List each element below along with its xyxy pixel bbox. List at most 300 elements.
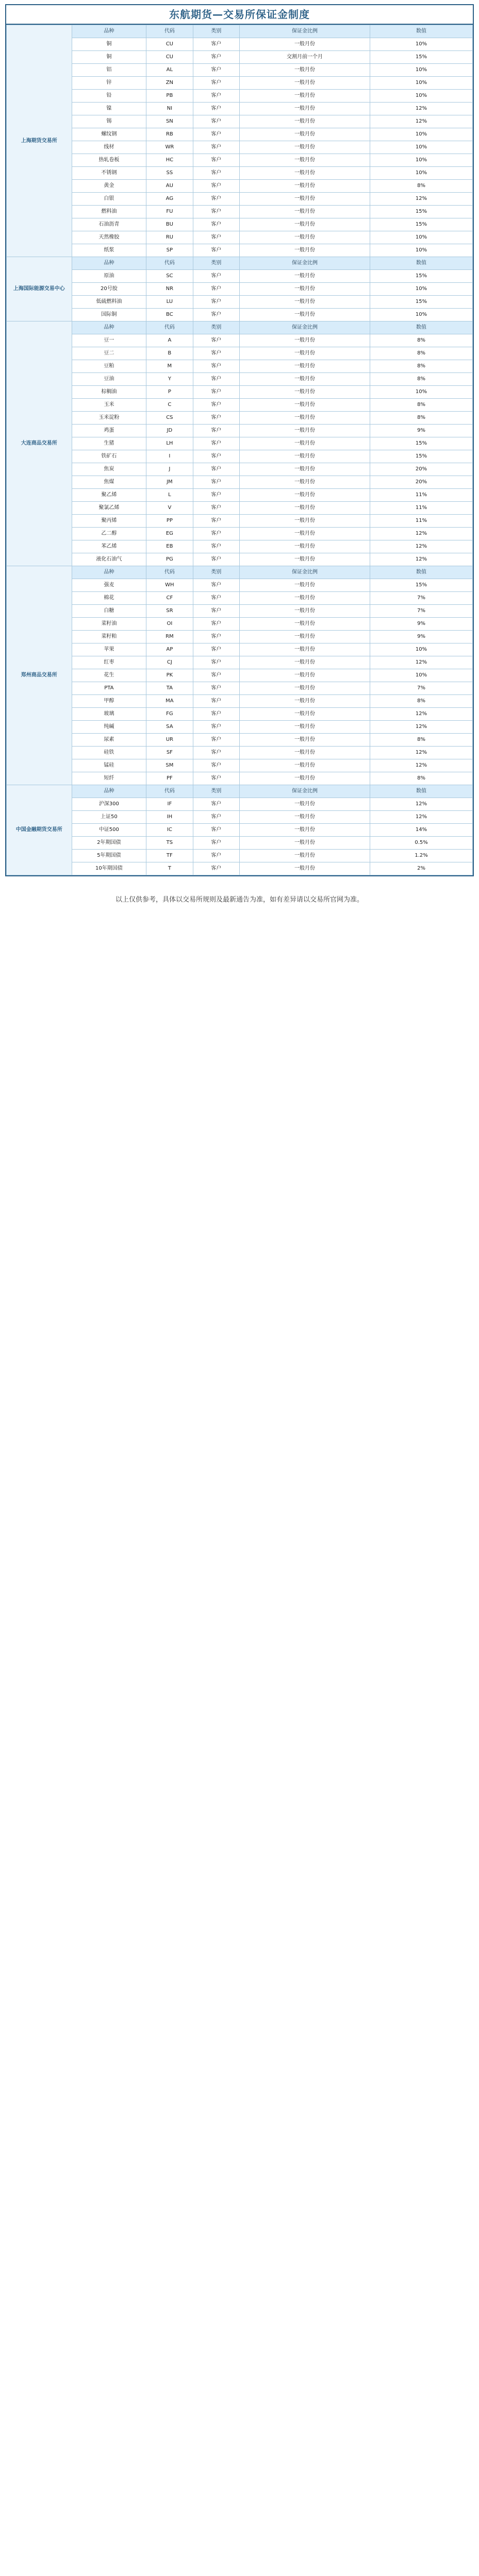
margin-rule-cell: 一般月份 [239, 772, 370, 785]
table-row [7, 180, 473, 193]
type-cell: 客户 [193, 798, 239, 811]
margin-rule-cell: 一般月份 [239, 386, 370, 399]
type-cell: 客户 [193, 824, 239, 837]
type-cell: 客户 [193, 283, 239, 296]
margin-rule-cell: 一般月份 [239, 115, 370, 128]
type-cell: 客户 [193, 334, 239, 347]
amount-cell: 12% [370, 798, 473, 811]
amount-cell: 12% [370, 811, 473, 824]
margin-rule-cell: 一般月份 [239, 360, 370, 373]
amount-cell: 12% [370, 708, 473, 721]
amount-cell: 2% [370, 862, 473, 875]
table-row [7, 347, 473, 360]
amount-cell: 8% [370, 360, 473, 373]
type-cell: 客户 [193, 128, 239, 141]
column-header-product: 品种 [72, 321, 146, 334]
table-row [7, 708, 473, 721]
amount-cell: 10% [370, 64, 473, 77]
amount-cell: 10% [370, 643, 473, 656]
amount-cell: 10% [370, 38, 473, 51]
code-cell: CU [146, 51, 193, 64]
code-cell: TS [146, 837, 193, 850]
amount-cell: 10% [370, 77, 473, 90]
table-row [7, 386, 473, 399]
table-row [7, 128, 473, 141]
product-cell: 锰硅 [72, 759, 146, 772]
table-row [7, 502, 473, 515]
table-row [7, 38, 473, 51]
product-cell: 白银 [72, 193, 146, 206]
amount-cell: 10% [370, 669, 473, 682]
amount-cell: 7% [370, 682, 473, 695]
table-row [7, 747, 473, 759]
product-cell: 玉米 [72, 399, 146, 412]
type-cell: 客户 [193, 399, 239, 412]
type-cell: 客户 [193, 231, 239, 244]
column-header-product: 品种 [72, 25, 146, 38]
table-row [7, 772, 473, 785]
code-cell: CS [146, 412, 193, 425]
table-row [7, 167, 473, 180]
table-row [7, 643, 473, 656]
column-header-code: 代码 [146, 321, 193, 334]
amount-cell: 0.5% [370, 837, 473, 850]
code-cell: AG [146, 193, 193, 206]
table-row [7, 437, 473, 450]
product-cell: 苹果 [72, 643, 146, 656]
product-cell: 上证50 [72, 811, 146, 824]
column-header-amount: 数值 [370, 321, 473, 334]
amount-cell: 8% [370, 347, 473, 360]
table-row [7, 206, 473, 218]
type-cell: 客户 [193, 154, 239, 167]
table-row [7, 218, 473, 231]
type-cell: 客户 [193, 373, 239, 386]
code-cell: SM [146, 759, 193, 772]
table-row [7, 811, 473, 824]
margin-rule-cell: 一般月份 [239, 412, 370, 425]
code-cell: PB [146, 90, 193, 103]
amount-cell: 12% [370, 193, 473, 206]
code-cell: BC [146, 309, 193, 321]
code-cell: C [146, 399, 193, 412]
margin-rule-cell: 一般月份 [239, 373, 370, 386]
type-cell: 客户 [193, 759, 239, 772]
code-cell: BU [146, 218, 193, 231]
amount-cell: 12% [370, 656, 473, 669]
table-row [7, 450, 473, 463]
table-body [7, 25, 473, 875]
margin-rule-cell: 一般月份 [239, 231, 370, 244]
product-cell: 20号胶 [72, 283, 146, 296]
product-cell: 白糖 [72, 605, 146, 618]
table-row [7, 425, 473, 437]
type-cell: 客户 [193, 386, 239, 399]
table-row [7, 798, 473, 811]
margin-rule-cell: 一般月份 [239, 218, 370, 231]
product-cell: 镍 [72, 103, 146, 115]
code-cell: IF [146, 798, 193, 811]
code-cell: SN [146, 115, 193, 128]
product-cell: 液化石油气 [72, 553, 146, 566]
column-header-product: 品种 [72, 257, 146, 270]
margin-rule-cell: 一般月份 [239, 244, 370, 257]
code-cell: JM [146, 476, 193, 489]
table-row [7, 334, 473, 347]
table-row [7, 553, 473, 566]
code-cell: AU [146, 180, 193, 193]
exchange-name: 郑州商品交易所 [7, 566, 72, 785]
table-row [7, 721, 473, 734]
code-cell: PG [146, 553, 193, 566]
margin-rule-cell: 一般月份 [239, 811, 370, 824]
margin-rule-cell: 一般月份 [239, 824, 370, 837]
product-cell: 中证500 [72, 824, 146, 837]
amount-cell: 10% [370, 90, 473, 103]
margin-rule-cell: 一般月份 [239, 682, 370, 695]
amount-cell: 8% [370, 695, 473, 708]
table-row [7, 103, 473, 115]
product-cell: PTA [72, 682, 146, 695]
product-cell: 尿素 [72, 734, 146, 747]
type-cell: 客户 [193, 643, 239, 656]
code-cell: B [146, 347, 193, 360]
code-cell: PF [146, 772, 193, 785]
product-cell: 锡 [72, 115, 146, 128]
product-cell: 豆粕 [72, 360, 146, 373]
amount-cell: 14% [370, 824, 473, 837]
code-cell: RM [146, 631, 193, 643]
type-cell: 客户 [193, 309, 239, 321]
amount-cell: 12% [370, 103, 473, 115]
product-cell: 10年期国债 [72, 862, 146, 875]
margin-rule-cell: 一般月份 [239, 167, 370, 180]
column-header-margin-rule: 保证金比例 [239, 25, 370, 38]
table-row [7, 463, 473, 476]
product-cell: 棉花 [72, 592, 146, 605]
margin-rule-cell: 一般月份 [239, 734, 370, 747]
type-cell: 客户 [193, 540, 239, 553]
table-row [7, 592, 473, 605]
code-cell: I [146, 450, 193, 463]
table-row [7, 734, 473, 747]
table-row [7, 270, 473, 283]
code-cell: LU [146, 296, 193, 309]
column-header-type: 类别 [193, 25, 239, 38]
product-cell: 生猪 [72, 437, 146, 450]
product-cell: 螺纹钢 [72, 128, 146, 141]
type-cell: 客户 [193, 115, 239, 128]
product-cell: 红枣 [72, 656, 146, 669]
type-cell: 客户 [193, 811, 239, 824]
type-cell: 客户 [193, 425, 239, 437]
table-row [7, 850, 473, 862]
margin-rule-cell: 一般月份 [239, 180, 370, 193]
amount-cell: 7% [370, 592, 473, 605]
product-cell: 5年期国债 [72, 850, 146, 862]
amount-cell: 12% [370, 759, 473, 772]
type-cell: 客户 [193, 51, 239, 64]
column-header-product: 品种 [72, 785, 146, 798]
type-cell: 客户 [193, 618, 239, 631]
margin-rule-cell: 一般月份 [239, 450, 370, 463]
product-cell: 甲醇 [72, 695, 146, 708]
margin-rule-cell: 一般月份 [239, 540, 370, 553]
column-header-amount: 数值 [370, 785, 473, 798]
exchange-name: 上海国际能源交易中心 [7, 257, 72, 321]
code-cell: TF [146, 850, 193, 862]
code-cell: PP [146, 515, 193, 528]
type-cell: 客户 [193, 721, 239, 734]
code-cell: MA [146, 695, 193, 708]
code-cell: OI [146, 618, 193, 631]
margin-rule-cell: 一般月份 [239, 605, 370, 618]
table-row [7, 77, 473, 90]
product-cell: 强麦 [72, 579, 146, 592]
amount-cell: 1.2% [370, 850, 473, 862]
code-cell: FG [146, 708, 193, 721]
margin-rule-cell: 一般月份 [239, 502, 370, 515]
product-cell: 燃料油 [72, 206, 146, 218]
margin-rule-cell: 一般月份 [239, 669, 370, 682]
code-cell: SS [146, 167, 193, 180]
margin-rule-cell: 一般月份 [239, 309, 370, 321]
type-cell: 客户 [193, 553, 239, 566]
code-cell: P [146, 386, 193, 399]
product-cell: 线材 [72, 141, 146, 154]
amount-cell: 15% [370, 450, 473, 463]
margin-rule-cell: 一般月份 [239, 721, 370, 734]
product-cell: 铜 [72, 51, 146, 64]
table-row [7, 476, 473, 489]
column-header-product: 品种 [72, 566, 146, 579]
section-header-row [7, 257, 473, 270]
table-row [7, 115, 473, 128]
section-header-row [7, 566, 473, 579]
margin-rule-cell: 一般月份 [239, 862, 370, 875]
product-cell: 铁矿石 [72, 450, 146, 463]
section-header-row [7, 785, 473, 798]
table-row [7, 64, 473, 77]
type-cell: 客户 [193, 837, 239, 850]
code-cell: RB [146, 128, 193, 141]
amount-cell: 15% [370, 437, 473, 450]
type-cell: 客户 [193, 862, 239, 875]
margin-rule-cell: 一般月份 [239, 489, 370, 502]
table-row [7, 193, 473, 206]
type-cell: 客户 [193, 412, 239, 425]
margin-rule-cell: 一般月份 [239, 656, 370, 669]
type-cell: 客户 [193, 502, 239, 515]
column-header-margin-rule: 保证金比例 [239, 321, 370, 334]
margin-rule-cell: 一般月份 [239, 695, 370, 708]
product-cell: 豆二 [72, 347, 146, 360]
product-cell: 豆油 [72, 373, 146, 386]
margin-rule-cell: 一般月份 [239, 425, 370, 437]
type-cell: 客户 [193, 167, 239, 180]
margin-rule-cell: 一般月份 [239, 141, 370, 154]
code-cell: CF [146, 592, 193, 605]
code-cell: CU [146, 38, 193, 51]
margin-rule-cell: 一般月份 [239, 38, 370, 51]
table-row [7, 231, 473, 244]
amount-cell: 8% [370, 334, 473, 347]
table-row [7, 540, 473, 553]
margin-rule-cell: 一般月份 [239, 708, 370, 721]
amount-cell: 8% [370, 373, 473, 386]
type-cell: 客户 [193, 64, 239, 77]
amount-cell: 8% [370, 412, 473, 425]
table-row [7, 656, 473, 669]
column-header-margin-rule: 保证金比例 [239, 257, 370, 270]
product-cell: 菜籽油 [72, 618, 146, 631]
type-cell: 客户 [193, 360, 239, 373]
table-row [7, 515, 473, 528]
margin-rule-cell: 一般月份 [239, 579, 370, 592]
code-cell: LH [146, 437, 193, 450]
code-cell: IH [146, 811, 193, 824]
product-cell: 原油 [72, 270, 146, 283]
code-cell: NR [146, 283, 193, 296]
product-cell: 硅铁 [72, 747, 146, 759]
margin-rule-cell: 一般月份 [239, 270, 370, 283]
page-title: 东航期货—交易所保证金制度 [6, 5, 473, 25]
table-row [7, 682, 473, 695]
margin-rule-cell: 一般月份 [239, 553, 370, 566]
amount-cell: 20% [370, 463, 473, 476]
code-cell: EB [146, 540, 193, 553]
type-cell: 客户 [193, 579, 239, 592]
code-cell: SC [146, 270, 193, 283]
amount-cell: 8% [370, 180, 473, 193]
amount-cell: 10% [370, 231, 473, 244]
type-cell: 客户 [193, 605, 239, 618]
table-row [7, 862, 473, 875]
table-row [7, 399, 473, 412]
exchange-name: 大连商品交易所 [7, 321, 72, 566]
product-cell: 2年期国债 [72, 837, 146, 850]
type-cell: 客户 [193, 682, 239, 695]
amount-cell: 8% [370, 399, 473, 412]
margin-rule-cell: 一般月份 [239, 103, 370, 115]
amount-cell: 10% [370, 283, 473, 296]
table-row [7, 283, 473, 296]
type-cell: 客户 [193, 631, 239, 643]
table-row [7, 154, 473, 167]
product-cell: 石油沥青 [72, 218, 146, 231]
margin-rule-cell: 一般月份 [239, 528, 370, 540]
margin-rule-cell: 一般月份 [239, 347, 370, 360]
type-cell: 客户 [193, 489, 239, 502]
product-cell: 沪深300 [72, 798, 146, 811]
margin-rule-cell: 一般月份 [239, 463, 370, 476]
column-header-margin-rule: 保证金比例 [239, 785, 370, 798]
margin-rule-cell: 一般月份 [239, 154, 370, 167]
product-cell: 锌 [72, 77, 146, 90]
margin-rule-cell: 一般月份 [239, 759, 370, 772]
table-row [7, 605, 473, 618]
amount-cell: 20% [370, 476, 473, 489]
margin-rule-cell: 一般月份 [239, 64, 370, 77]
type-cell: 客户 [193, 747, 239, 759]
table-row [7, 360, 473, 373]
margin-rule-cell: 一般月份 [239, 193, 370, 206]
table-row [7, 141, 473, 154]
product-cell: 低硫燃料油 [72, 296, 146, 309]
table-row [7, 309, 473, 321]
product-cell: 纸浆 [72, 244, 146, 257]
type-cell: 客户 [193, 515, 239, 528]
amount-cell: 11% [370, 502, 473, 515]
code-cell: M [146, 360, 193, 373]
margin-rule-cell: 一般月份 [239, 296, 370, 309]
code-cell: WH [146, 579, 193, 592]
type-cell: 客户 [193, 90, 239, 103]
amount-cell: 10% [370, 386, 473, 399]
code-cell: AP [146, 643, 193, 656]
type-cell: 客户 [193, 38, 239, 51]
product-cell: 玻璃 [72, 708, 146, 721]
code-cell: FU [146, 206, 193, 218]
table-row [7, 51, 473, 64]
margin-rule-cell: 交割月前一个月 [239, 51, 370, 64]
type-cell: 客户 [193, 850, 239, 862]
code-cell: A [146, 334, 193, 347]
product-cell: 不锈钢 [72, 167, 146, 180]
table-row [7, 759, 473, 772]
amount-cell: 15% [370, 579, 473, 592]
code-cell: SP [146, 244, 193, 257]
table-row [7, 489, 473, 502]
type-cell: 客户 [193, 347, 239, 360]
code-cell: UR [146, 734, 193, 747]
product-cell: 天然橡胶 [72, 231, 146, 244]
margin-rule-cell: 一般月份 [239, 283, 370, 296]
margin-rule-cell: 一般月份 [239, 515, 370, 528]
column-header-amount: 数值 [370, 25, 473, 38]
product-cell: 菜籽粕 [72, 631, 146, 643]
product-cell: 苯乙烯 [72, 540, 146, 553]
margin-rule-cell: 一般月份 [239, 90, 370, 103]
margin-rule-cell: 一般月份 [239, 77, 370, 90]
table-row [7, 669, 473, 682]
type-cell: 客户 [193, 206, 239, 218]
amount-cell: 10% [370, 244, 473, 257]
amount-cell: 10% [370, 128, 473, 141]
table-row [7, 579, 473, 592]
margin-rule-cell: 一般月份 [239, 128, 370, 141]
amount-cell: 12% [370, 115, 473, 128]
table-row [7, 631, 473, 643]
amount-cell: 15% [370, 206, 473, 218]
type-cell: 客户 [193, 695, 239, 708]
product-cell: 纯碱 [72, 721, 146, 734]
margin-rule-cell: 一般月份 [239, 643, 370, 656]
type-cell: 客户 [193, 218, 239, 231]
code-cell: V [146, 502, 193, 515]
product-cell: 聚乙烯 [72, 489, 146, 502]
amount-cell: 10% [370, 167, 473, 180]
product-cell: 鸡蛋 [72, 425, 146, 437]
type-cell: 客户 [193, 476, 239, 489]
column-header-code: 代码 [146, 25, 193, 38]
code-cell: RU [146, 231, 193, 244]
product-cell: 铅 [72, 90, 146, 103]
type-cell: 客户 [193, 592, 239, 605]
column-header-amount: 数值 [370, 566, 473, 579]
column-header-amount: 数值 [370, 257, 473, 270]
type-cell: 客户 [193, 296, 239, 309]
